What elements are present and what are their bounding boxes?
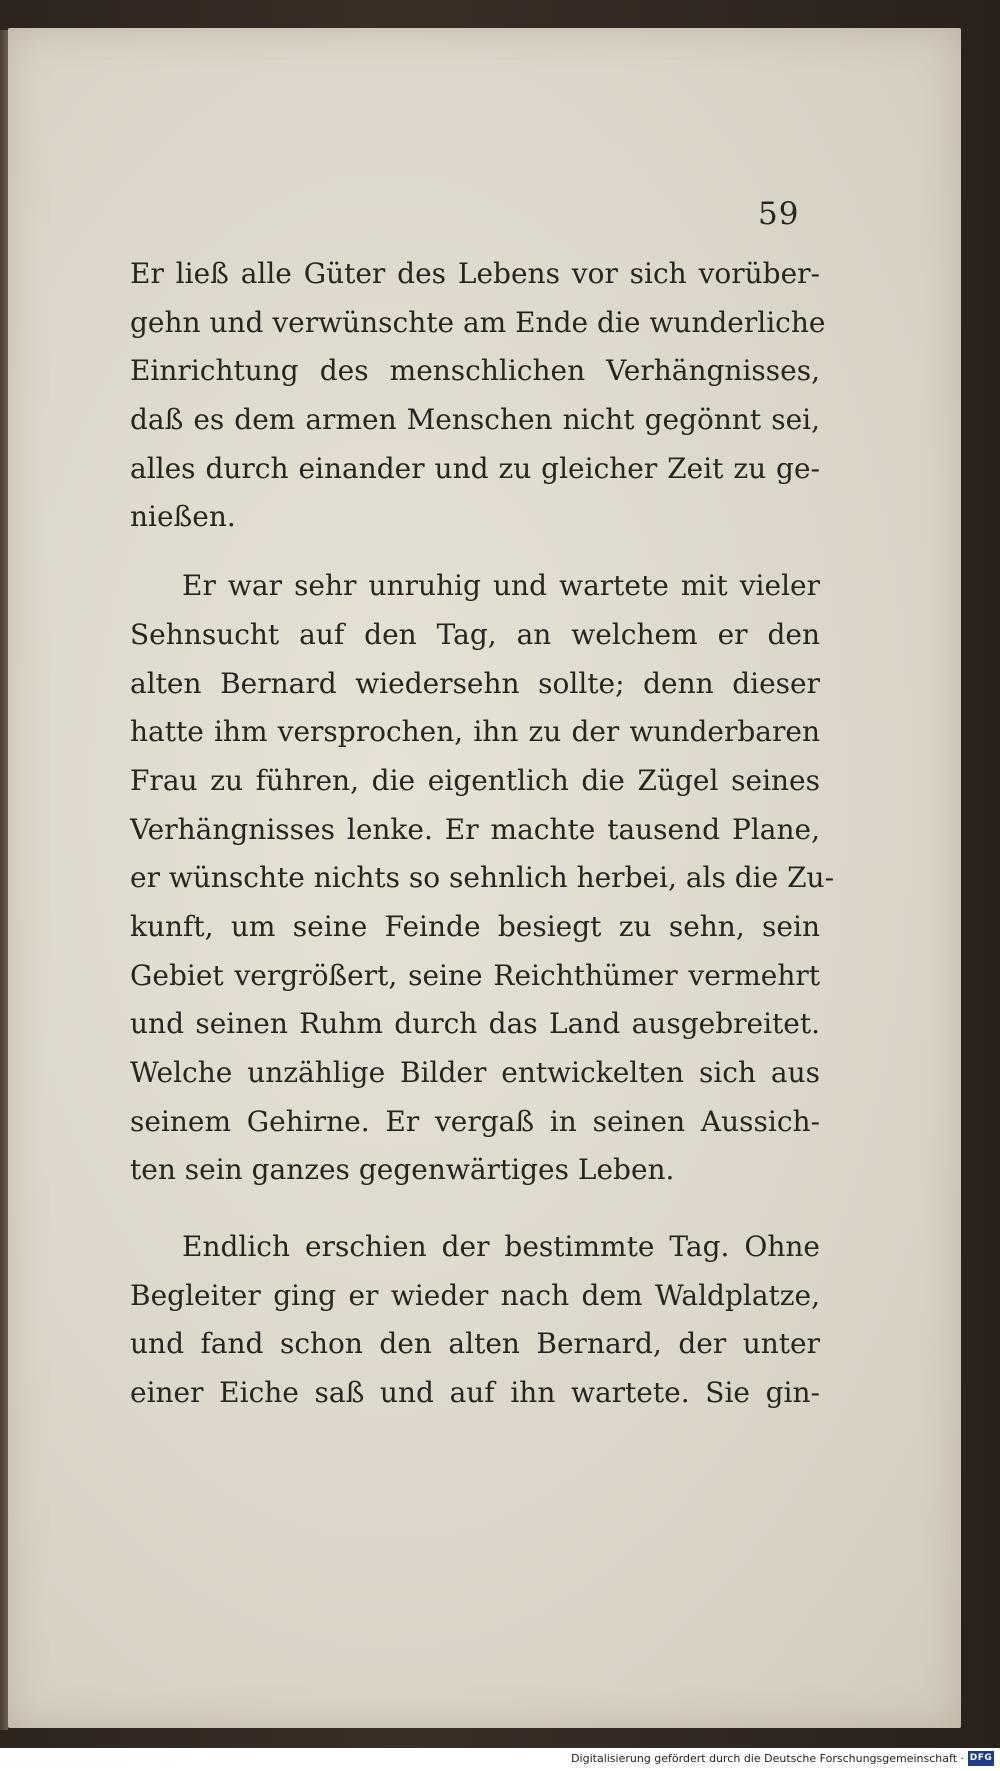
text-line: und seinen Ruhm durch das Land ausgebreitet. [130,1007,820,1041]
text-line: Verhängnisses lenke. Er machte tausend Plane, [130,812,820,846]
text-line: Endlich erschien der bestimmte Tag. Ohne [182,1230,820,1264]
text-line: alten Bernard wiedersehn sollte; denn dieser [130,666,820,700]
text-line: Begleiter ging er wieder nach dem Waldplatze, [130,1278,820,1312]
text-line: alles durch einander und zu gleicher Zeit zu ge- [130,451,820,485]
paragraph-gap [130,1195,820,1223]
page-edge [0,30,8,1730]
text-line: hatte ihm versprochen, ihn zu der wunderbaren [130,715,820,749]
body-text [130,250,835,1418]
text-line: kunft, um seine Feinde besiegt zu sehn, sein [130,909,820,943]
dfg-logo: DFG [968,1751,994,1766]
text-line: er wünschte nichts so sehnlich herbei, als die Zu- [130,861,835,895]
text-line: und fand schon den alten Bernard, der unter [130,1327,820,1361]
text-line: Sehnsucht auf den Tag, an welchem er den [130,617,820,651]
text-line: gehn und verwünschte am Ende die wunderliche [130,305,826,339]
paragraph-gap [130,542,820,562]
text-line: Gebiet vergrößert, seine Reichthümer vermehrt [130,958,820,992]
text-line: Einrichtung des menschlichen Verhängnisses, [130,354,820,388]
text-line: einer Eiche saß und auf ihn wartete. Sie gin- [130,1376,820,1410]
text-line: nießen. [130,500,236,534]
text-line: daß es dem armen Menschen nicht gegönnt sei, [130,403,820,437]
text-line: Welche unzählige Bilder entwickelten sich aus [130,1056,820,1089]
text-line: ten sein ganzes gegenwärtiges Leben. [130,1153,675,1187]
digitization-credit: Digitalisierung gefördert durch die Deutsche Forschungsgemeinschaft · [571,1752,964,1765]
text-line: Er war sehr unruhig und wartete mit vieler [182,569,820,603]
text-line: seinem Gehirne. Er vergaß in seinen Aussich- [130,1104,820,1138]
text-line: Frau zu führen, die eigentlich die Zügel seines [130,763,820,797]
text-line: Er ließ alle Güter des Lebens vor sich vorüber- [130,257,820,290]
page-number: 59 [758,196,800,232]
